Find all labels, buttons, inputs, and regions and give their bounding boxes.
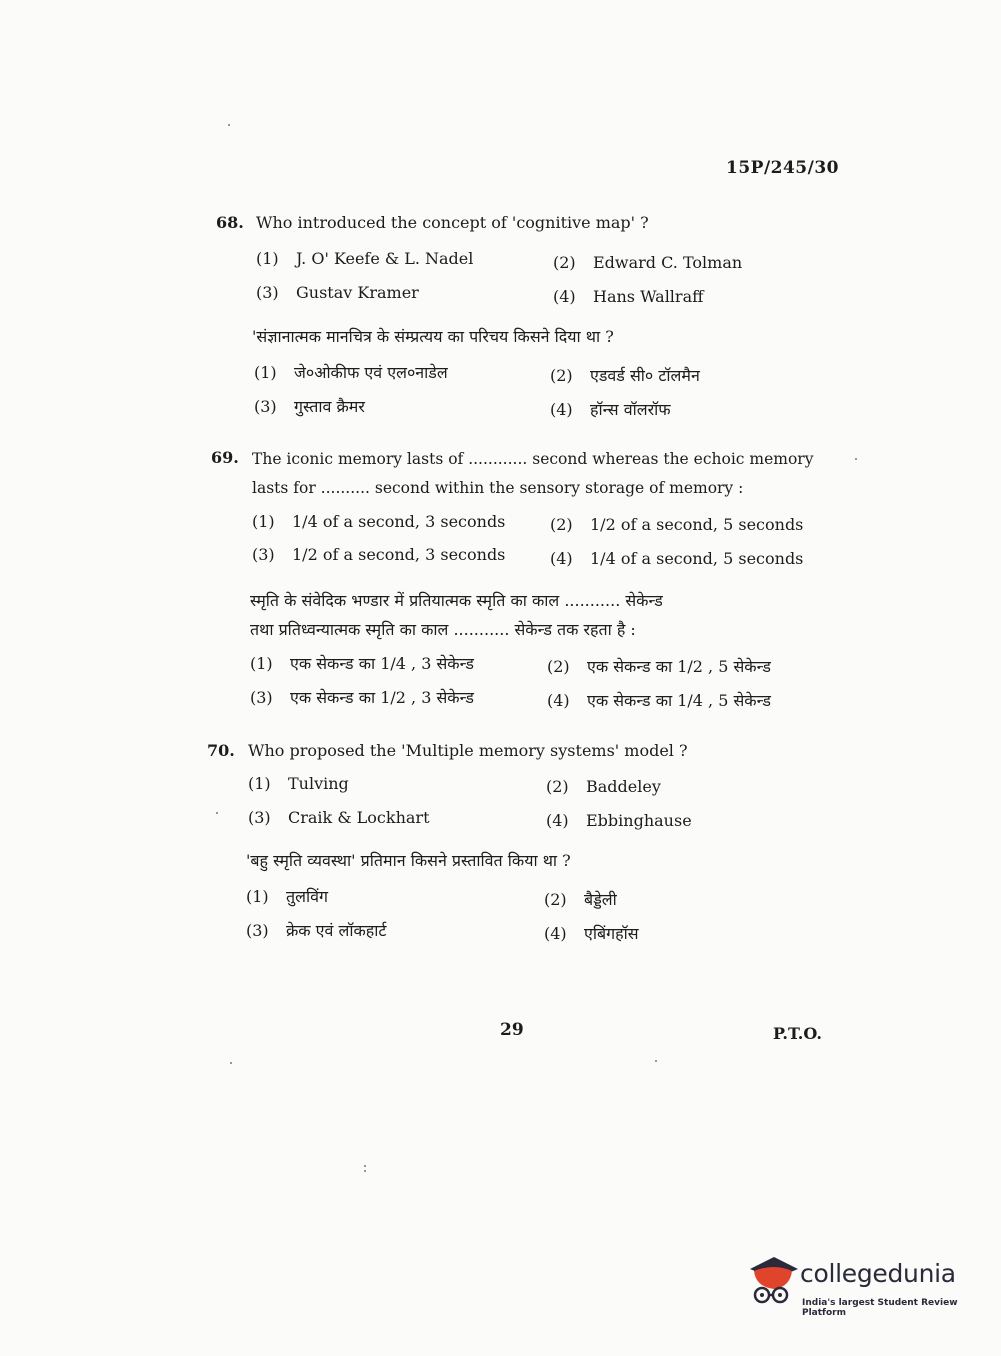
scan-speck bbox=[230, 1062, 232, 1064]
question-69-stem-en-line1: The iconic memory lasts of ............ second whereas the echoic memory bbox=[252, 450, 814, 468]
scan-speck bbox=[855, 458, 857, 460]
question-68-stem-en: Who introduced the concept of 'cognitive map' ? bbox=[256, 213, 649, 232]
q69-hi-option-1: (1) एक सेकन्ड का 1/4 , 3 सेकेन्ड bbox=[250, 654, 474, 673]
q70-hi-option-4: (4) एबिंगहॉस bbox=[544, 924, 639, 943]
collegedunia-logo-text: collegedunia bbox=[800, 1259, 956, 1288]
q68-en-option-1: (1) J. O' Keefe & L. Nadel bbox=[256, 249, 474, 268]
page-number: 29 bbox=[500, 1020, 524, 1040]
paper-code: 15P/245/30 bbox=[726, 158, 840, 178]
q69-hi-option-3: (3) एक सेकन्ड का 1/2 , 3 सेकेन्ड bbox=[250, 688, 474, 707]
q68-en-option-3: (3) Gustav Kramer bbox=[256, 283, 419, 302]
q70-hi-option-1: (1) तुलविंग bbox=[246, 887, 329, 906]
q69-en-option-3: (3) 1/2 of a second, 3 seconds bbox=[252, 545, 506, 564]
q69-en-option-2: (2) 1/2 of a second, 5 seconds bbox=[550, 515, 804, 534]
question-number-70: 70. bbox=[207, 741, 235, 760]
question-70-stem-hi: 'बहु स्मृति व्यवस्था' प्रतिमान किसने प्रस्तावित किया था ? bbox=[246, 851, 571, 870]
scan-speck bbox=[216, 812, 218, 814]
scan-speck bbox=[364, 1170, 366, 1172]
q70-en-option-2: (2) Baddeley bbox=[546, 777, 661, 796]
q69-hi-option-4: (4) एक सेकन्ड का 1/4 , 5 सेकेन्ड bbox=[547, 691, 771, 710]
pto-label: P.T.O. bbox=[773, 1024, 822, 1043]
collegedunia-tagline: India's largest Student Review Platform bbox=[802, 1298, 958, 1318]
q69-en-option-4: (4) 1/4 of a second, 5 seconds bbox=[550, 549, 804, 568]
q68-hi-option-1: (1) जे०ओकीफ एवं एल०नाडेल bbox=[254, 363, 448, 382]
q68-en-option-4: (4) Hans Wallraff bbox=[553, 287, 704, 306]
q68-hi-option-4: (4) हॉन्स वॉलरॉफ bbox=[550, 400, 671, 419]
q68-en-option-2: (2) Edward C. Tolman bbox=[553, 253, 743, 272]
q70-en-option-3: (3) Craik & Lockhart bbox=[248, 808, 430, 827]
q70-hi-option-3: (3) क्रेक एवं लॉकहार्ट bbox=[246, 921, 387, 940]
question-69-stem-en-line2: lasts for .......... second within the sensory storage of memory : bbox=[252, 479, 744, 497]
q70-en-option-4: (4) Ebbinghause bbox=[546, 811, 692, 830]
q68-hi-option-2: (2) एडवर्ड सी० टॉलमैन bbox=[550, 366, 700, 385]
question-70-stem-en: Who proposed the 'Multiple memory systems' model ? bbox=[248, 741, 688, 760]
question-number-69: 69. bbox=[211, 448, 239, 467]
student-mascot-icon bbox=[744, 1253, 800, 1313]
q70-en-option-1: (1) Tulving bbox=[248, 774, 349, 793]
scan-speck bbox=[364, 1165, 366, 1167]
q68-hi-option-3: (3) गुस्ताव क्रैमर bbox=[254, 397, 365, 416]
q69-hi-option-2: (2) एक सेकन्ड का 1/2 , 5 सेकेन्ड bbox=[547, 657, 771, 676]
q69-en-option-1: (1) 1/4 of a second, 3 seconds bbox=[252, 512, 506, 531]
question-number-68: 68. bbox=[216, 213, 244, 232]
question-68-stem-hi: 'संज्ञानात्मक मानचित्र के संम्प्रत्यय का परिचय किसने दिया था ? bbox=[252, 327, 614, 346]
question-69-stem-hi-line2: तथा प्रतिध्वन्यात्मक स्मृति का काल ........... सेकेन्ड तक रहता है : bbox=[250, 620, 636, 639]
scan-speck bbox=[655, 1060, 657, 1062]
collegedunia-watermark bbox=[744, 1253, 972, 1317]
q70-hi-option-2: (2) बैड्डेली bbox=[544, 890, 617, 909]
question-69-stem-hi-line1: स्मृति के संवेदिक भण्डार में प्रतियात्मक स्मृति का काल ........... सेकेन्ड bbox=[250, 591, 663, 610]
scan-speck bbox=[228, 124, 230, 126]
